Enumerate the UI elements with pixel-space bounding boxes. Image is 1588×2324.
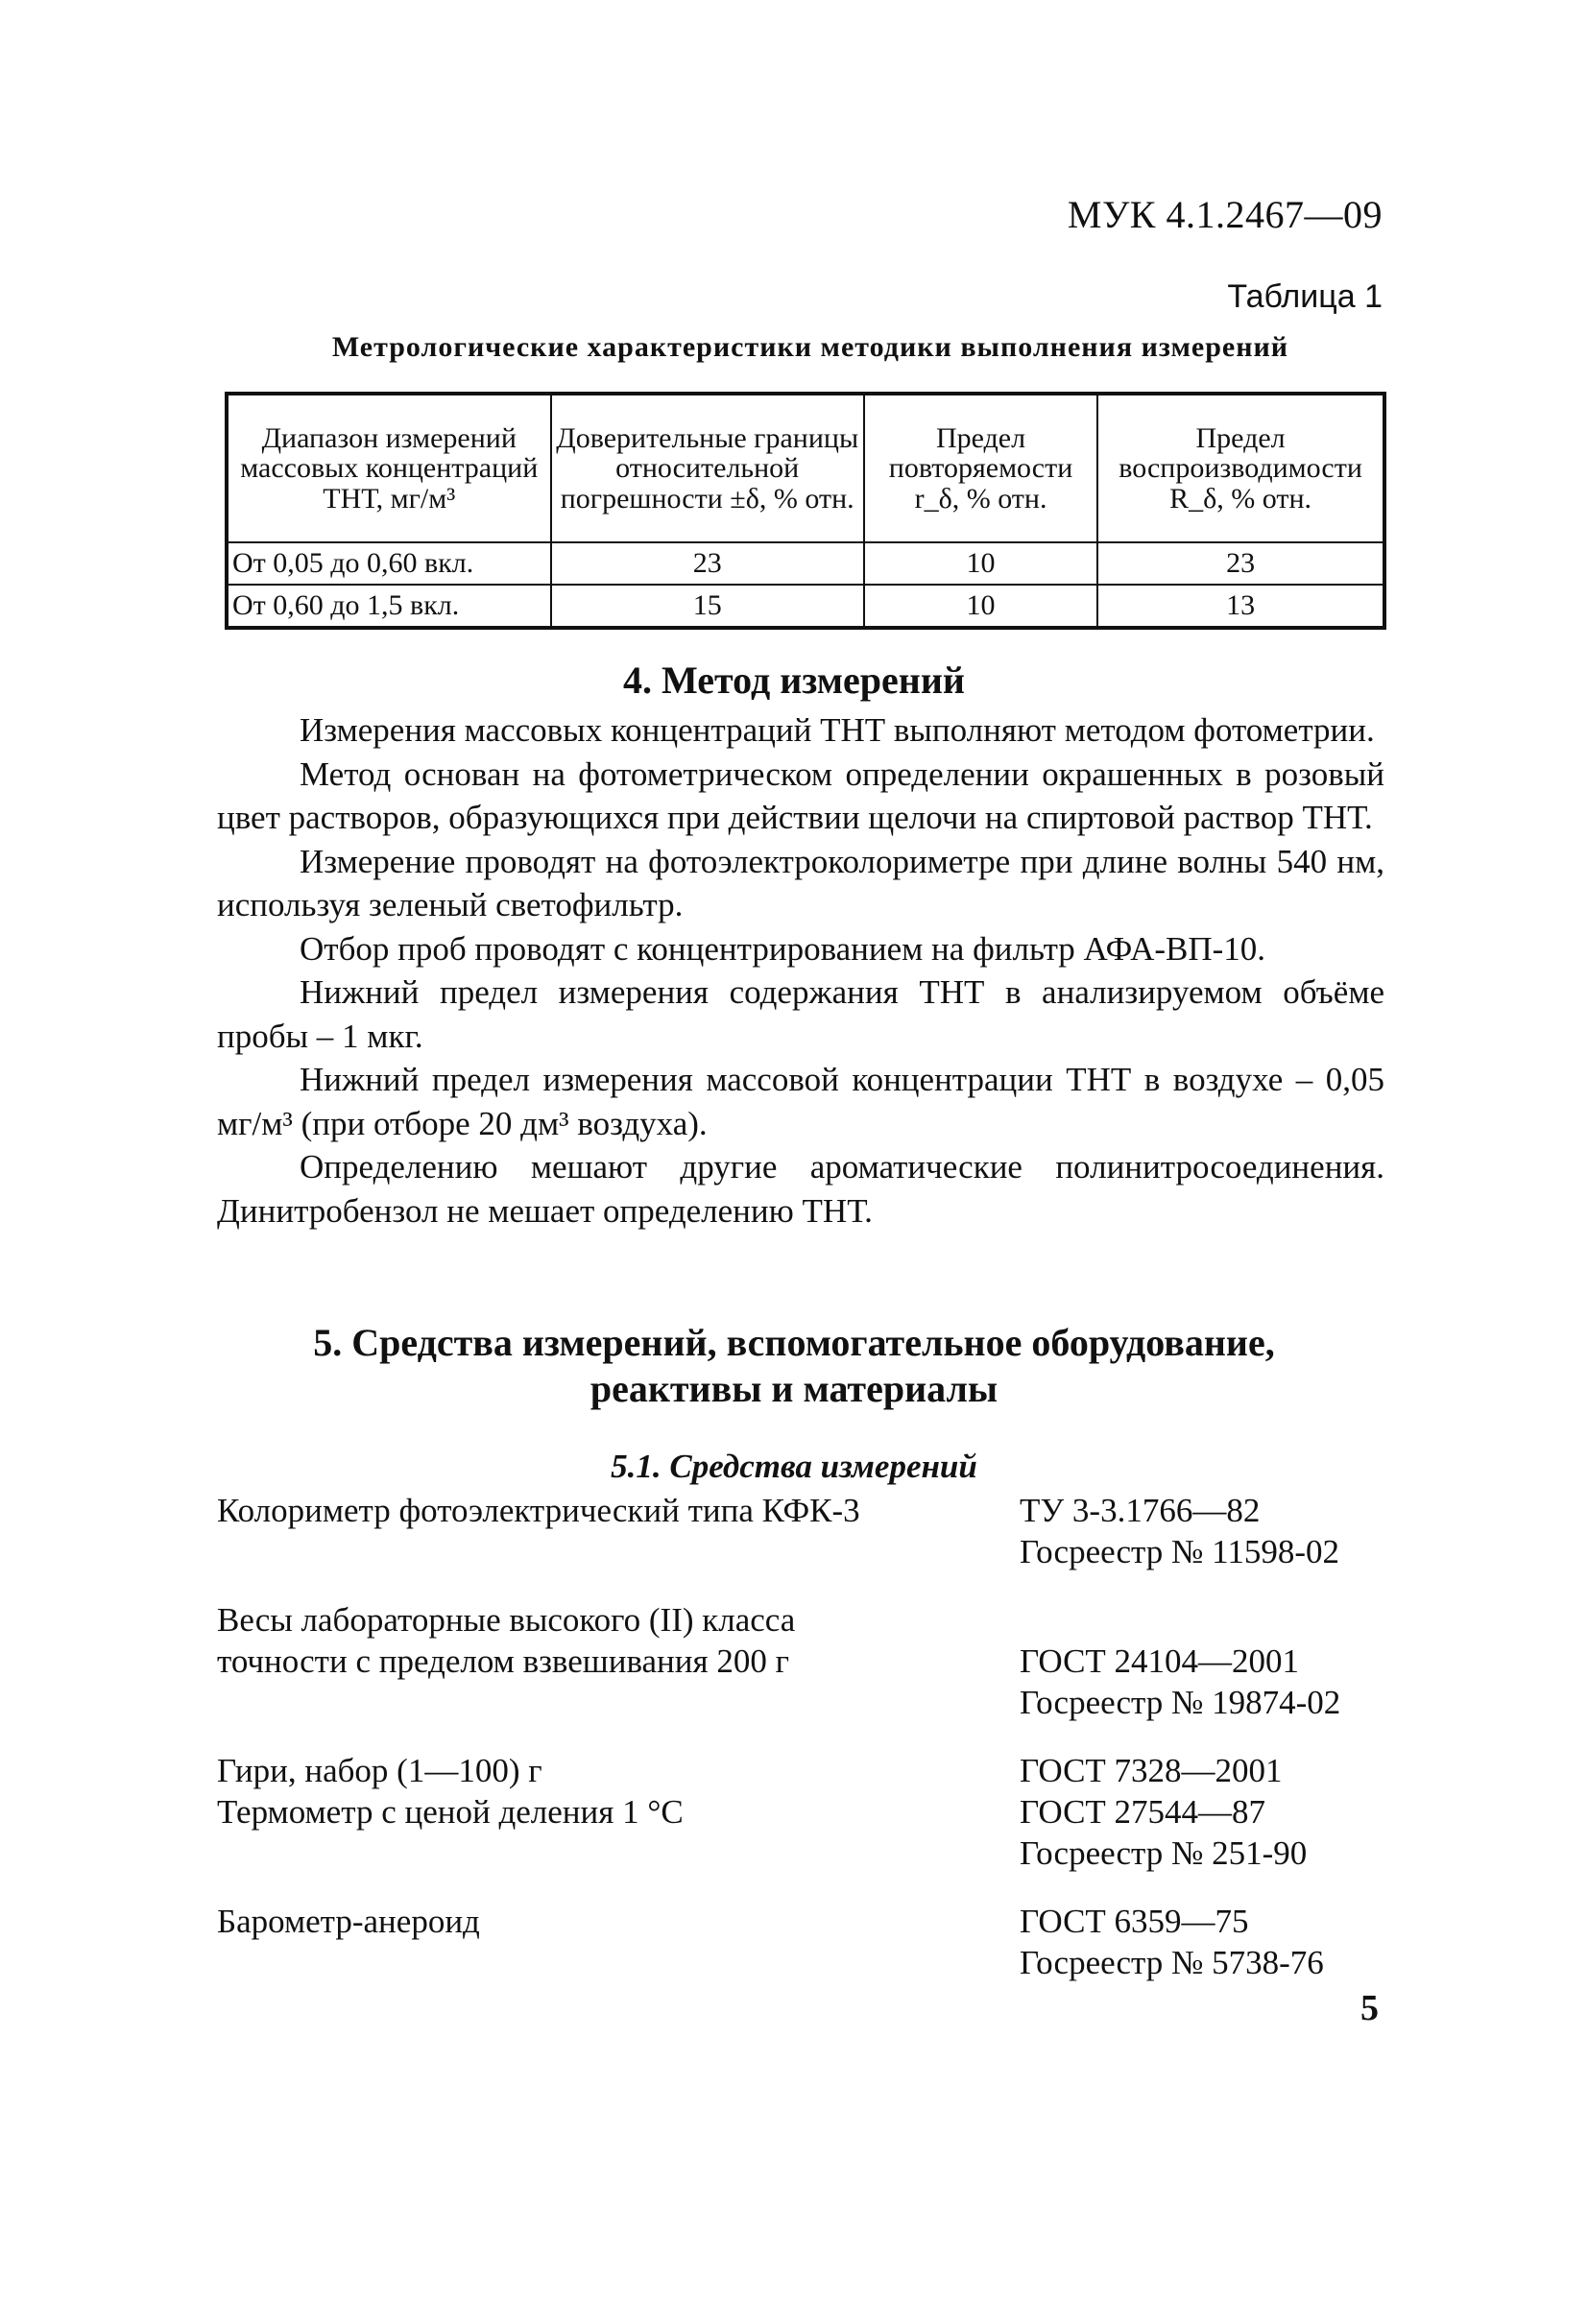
paragraph: Измерения массовых концентраций ТНТ выполняют методом фотометрии. [300, 711, 1375, 749]
table-number: Таблица 1 [1227, 278, 1383, 315]
cell-reproducibility: 23 [1097, 542, 1384, 585]
equipment-name: Гири, набор (1—100) г [217, 1752, 542, 1789]
header-reproducibility-text: Предел воспроизводимости R_δ, % отн. [1119, 421, 1362, 515]
header-range [227, 394, 551, 542]
equipment-ref: ГОСТ 7328—2001 [1020, 1752, 1283, 1789]
paragraph: Измерение проводят на фотоэлектроколориметре при длине волны 540 нм, используя зеленый светофильтр. [217, 842, 1384, 923]
metrology-table [225, 392, 1386, 630]
header-reproducibility [1097, 394, 1384, 542]
equipment-refs [1020, 1750, 1384, 1791]
list-item [217, 1750, 1384, 1791]
cell-delta: 23 [551, 542, 864, 585]
equipment-ref: Госреестр № 5738-76 [1020, 1944, 1324, 1981]
paragraph: Отбор проб проводят с концентрированием на фильтр АФА-ВП-10. [300, 929, 1266, 968]
table-row [227, 585, 1384, 628]
equipment-refs [1020, 1599, 1384, 1723]
table-row [227, 542, 1384, 585]
list-item [217, 1901, 1384, 1983]
paragraph: Нижний предел измерения содержания ТНТ в анализируемом объёме пробы – 1 мкг. [217, 973, 1384, 1055]
equipment-ref: ГОСТ 24104—2001 [1020, 1642, 1300, 1680]
equipment-ref: ГОСТ 27544—87 [1020, 1793, 1266, 1831]
list-item [217, 1490, 1384, 1572]
paragraph: Определению мешают другие ароматические полинитросоединения. Динитробензол не мешает определению ТНТ. [217, 1148, 1384, 1230]
equipment-name: Барометр-анероид [217, 1903, 480, 1940]
equipment-refs [1020, 1791, 1384, 1874]
cell-repeatability: 10 [864, 585, 1097, 628]
equipment-ref: ГОСТ 6359—75 [1020, 1903, 1249, 1940]
document-code: МУК 4.1.2467—09 [1067, 193, 1383, 236]
list-item [217, 1791, 1384, 1874]
page-number: 5 [1360, 1988, 1379, 2028]
header-range-text: Диапазон измерений массовых концентраций ТНТ, мг/м³ [240, 421, 539, 515]
table-header-row [227, 394, 1384, 542]
header-error-text: Доверительные границы относительной погрешности ±δ, % отн. [556, 421, 859, 515]
equipment-list [217, 1490, 1384, 1983]
equipment-ref: Госреестр № 251-90 [1020, 1834, 1308, 1872]
section-4-title: 4. Метод измерений [623, 659, 965, 702]
equipment-ref: Госреестр № 19874-02 [1020, 1684, 1341, 1721]
list-item [217, 1599, 1384, 1723]
section-5-title [0, 1320, 1588, 1412]
equipment-name: Колориметр фотоэлектрический типа КФК-3 [217, 1492, 860, 1529]
cell-range: От 0,05 до 0,60 вкл. [227, 542, 551, 585]
equipment-refs [1020, 1490, 1384, 1572]
equipment-name-line: Весы лабораторные высокого (II) класса [217, 1601, 796, 1639]
subsection-5-1-title: 5.1. Средства измерений [611, 1448, 977, 1485]
section-4-body [217, 708, 1384, 1233]
paragraph: Метод основан на фотометрическом определении окрашенных в розовый цвет растворов, образующихся при действии щелочи на спиртовой раствор ТНТ. [217, 755, 1384, 836]
equipment-ref: ТУ 3-3.1766—82 [1020, 1492, 1261, 1529]
cell-repeatability: 10 [864, 542, 1097, 585]
section-5-title-line2: реактивы и материалы [589, 1367, 999, 1410]
header-error [551, 394, 864, 542]
equipment-name: Термометр с ценой деления 1 °С [217, 1793, 684, 1831]
section-5-title-line1: 5. Средства измерений, вспомогательное оборудование, [313, 1321, 1275, 1364]
equipment-refs [1020, 1901, 1384, 1983]
header-repeatability [864, 394, 1097, 542]
equipment-name [217, 1599, 985, 1723]
cell-reproducibility: 13 [1097, 585, 1384, 628]
table-caption: Метрологические характеристики методики выполнения измерений [331, 331, 1289, 363]
paragraph: Нижний предел измерения массовой концентрации ТНТ в воздухе – 0,05 мг/м³ (при отборе 20 дм³ воздуха). [217, 1061, 1384, 1142]
cell-range: От 0,60 до 1,5 вкл. [227, 585, 551, 628]
equipment-name-line: точности с пределом взвешивания 200 г [217, 1642, 789, 1680]
equipment-ref: Госреестр № 11598-02 [1020, 1533, 1340, 1570]
header-repeatability-text: Предел повторяемости r_δ, % отн. [888, 421, 1073, 515]
cell-delta: 15 [551, 585, 864, 628]
